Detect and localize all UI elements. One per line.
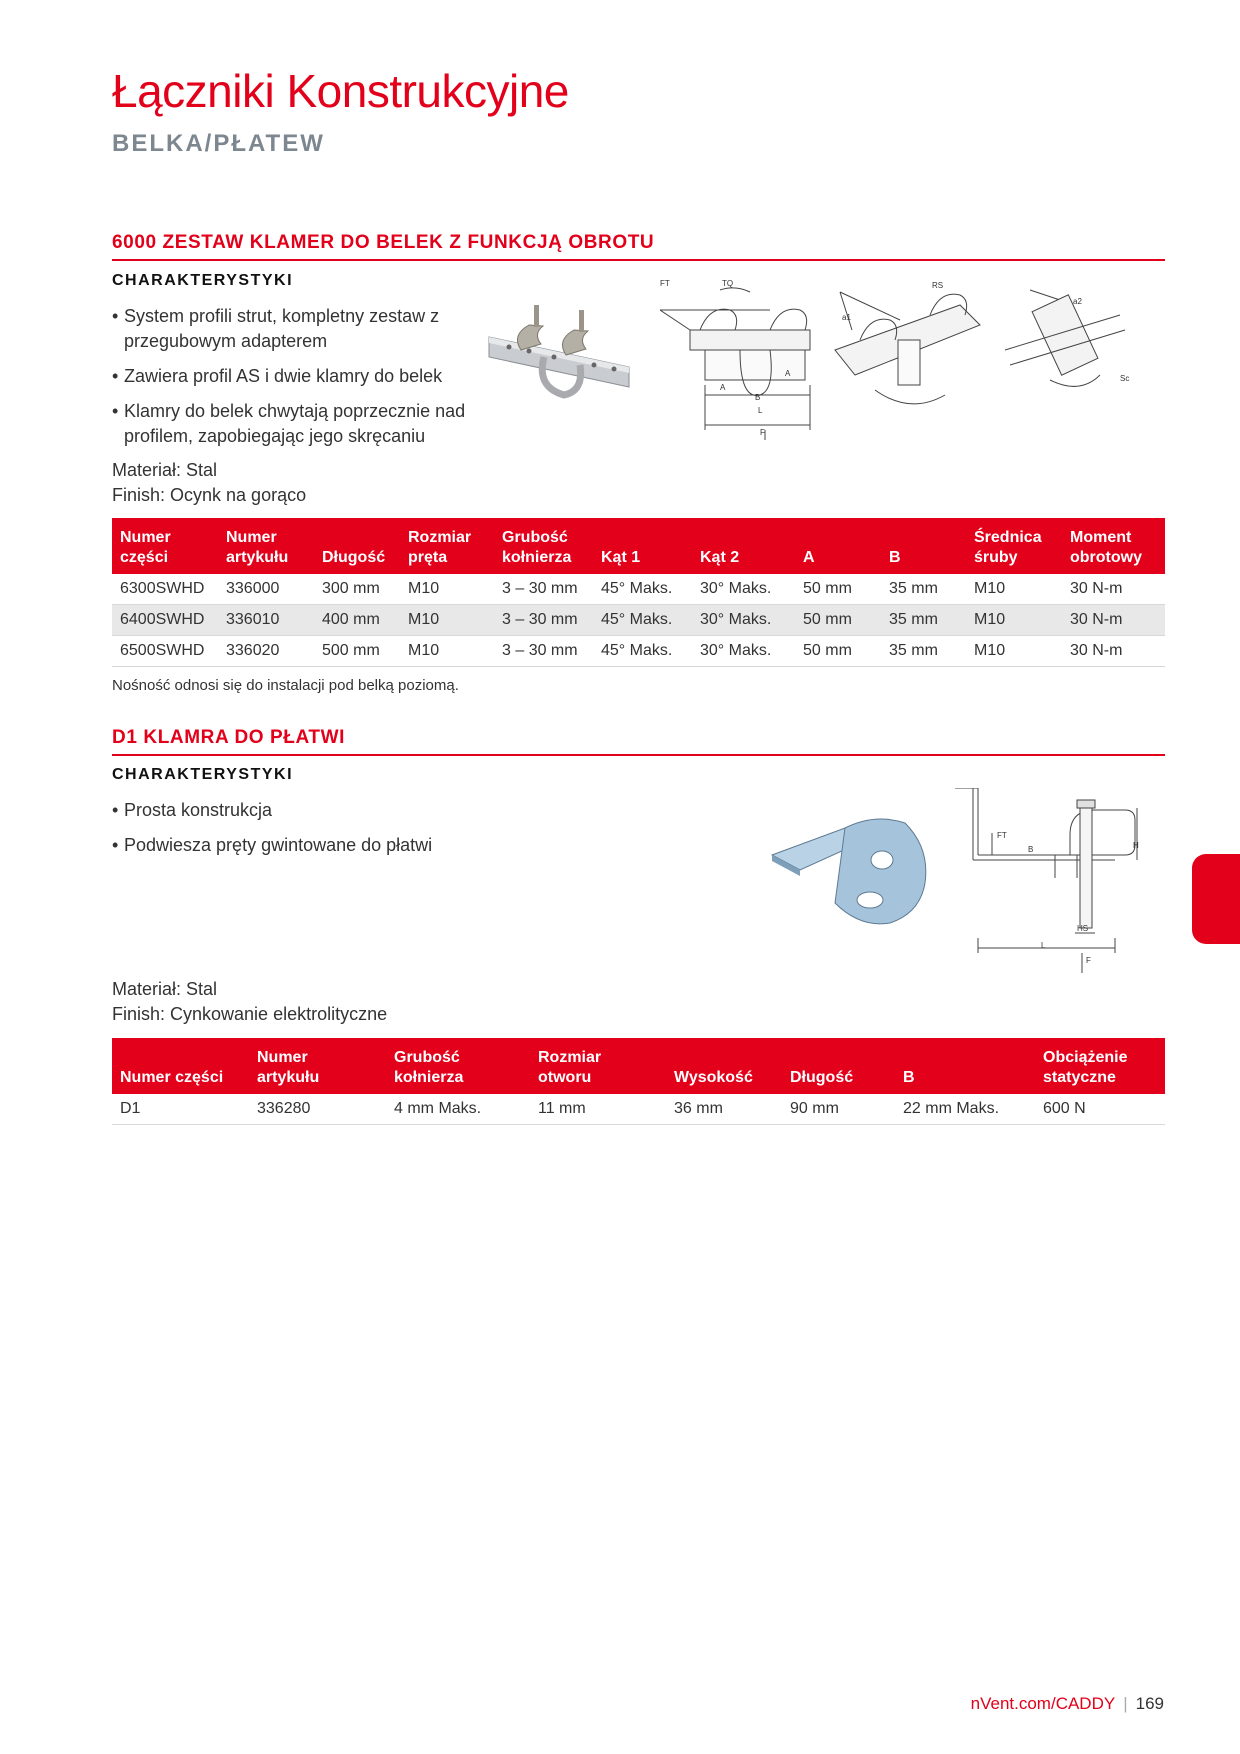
col-header: Średnica śruby <box>966 518 1062 574</box>
cell-bolt-diameter: M10 <box>966 605 1062 636</box>
load-note: Nośność odnosi się do instalacji pod belką poziomą. <box>112 677 459 694</box>
cell-static-load: 600 N <box>1035 1094 1165 1125</box>
label-sc: Sc <box>1120 374 1130 383</box>
cell-angle-2: 30° Maks. <box>692 574 795 605</box>
label-ft: FT <box>997 831 1007 840</box>
label-f: F <box>1086 956 1091 965</box>
cell-rod-size: M10 <box>400 574 494 605</box>
label-h: H <box>1133 841 1139 850</box>
cell-angle-1: 45° Maks. <box>593 574 692 605</box>
footer-separator: | <box>1123 1694 1128 1713</box>
cell-angle-2: 30° Maks. <box>692 636 795 667</box>
cell-part-number: 6300SWHD <box>112 574 218 605</box>
cell-hole-size: 11 mm <box>530 1094 666 1125</box>
cell-b: 35 mm <box>881 574 966 605</box>
material-text: Materiał: Stal <box>112 460 218 480</box>
label-ft: FT <box>660 280 670 288</box>
characteristics-heading: CHARAKTERYSTYKI <box>112 272 294 289</box>
cell-length: 400 mm <box>314 605 400 636</box>
chapter-tab-marker <box>1192 854 1240 944</box>
label-l: L <box>1041 941 1046 950</box>
cell-length: 500 mm <box>314 636 400 667</box>
finish-text: Finish: Cynkowanie elektrolityczne <box>112 1004 388 1024</box>
col-header: Kąt 1 <box>593 518 692 574</box>
col-header: Długość <box>314 518 400 574</box>
cell-article-number: 336000 <box>218 574 314 605</box>
table-row <box>112 574 1165 605</box>
col-header: B <box>881 518 966 574</box>
cell-length: 300 mm <box>314 574 400 605</box>
cell-a: 50 mm <box>795 605 881 636</box>
col-header: Długość <box>782 1038 895 1094</box>
cell-bolt-diameter: M10 <box>966 574 1062 605</box>
table-header-row <box>112 518 1165 574</box>
cell-article-number: 336280 <box>249 1094 386 1125</box>
page-footer <box>971 1694 1164 1714</box>
cell-part-number: D1 <box>112 1094 249 1125</box>
cell-part-number: 6400SWHD <box>112 605 218 636</box>
feature-list <box>112 304 492 459</box>
col-header: Obciążenie statyczne <box>1035 1038 1165 1094</box>
cell-length: 90 mm <box>782 1094 895 1125</box>
cell-angle-1: 45° Maks. <box>593 636 692 667</box>
characteristics-heading: CHARAKTERYSTYKI <box>112 766 294 783</box>
cell-flange-thickness: 3 – 30 mm <box>494 605 593 636</box>
cell-a: 50 mm <box>795 574 881 605</box>
col-header: Rozmiar pręta <box>400 518 494 574</box>
label-tq: TQ <box>722 280 734 288</box>
spec-table-d1 <box>112 1038 1165 1125</box>
beam-clamp-dimension-drawings <box>660 280 1140 440</box>
label-hs: HS <box>1077 924 1089 933</box>
cell-b: 35 mm <box>881 636 966 667</box>
col-header: B <box>895 1038 1035 1094</box>
cell-flange-thickness: 4 mm Maks. <box>386 1094 530 1125</box>
cell-angle-1: 45° Maks. <box>593 605 692 636</box>
label-l: L <box>758 406 763 415</box>
page-subtitle: BELKA/PŁATEW <box>112 130 325 157</box>
feature-item: • Podwiesza pręty gwintowane do płatwi <box>112 833 612 858</box>
cell-part-number: 6500SWHD <box>112 636 218 667</box>
feature-list <box>112 798 612 868</box>
feature-item: • Zawiera profil AS i dwie klamry do belek <box>112 364 492 389</box>
cell-a: 50 mm <box>795 636 881 667</box>
cell-article-number: 336010 <box>218 605 314 636</box>
page-number: 169 <box>1135 1694 1164 1713</box>
cell-rod-size: M10 <box>400 605 494 636</box>
finish-text: Finish: Ocynk na gorąco <box>112 485 307 505</box>
label-f: F <box>760 428 765 437</box>
cell-article-number: 336020 <box>218 636 314 667</box>
section-divider <box>112 259 1165 261</box>
cell-bolt-diameter: M10 <box>966 636 1062 667</box>
material-text: Materiał: Stal <box>112 979 218 999</box>
cell-torque: 30 N-m <box>1062 636 1165 667</box>
cell-torque: 30 N-m <box>1062 574 1165 605</box>
page-title: Łączniki Konstrukcyjne <box>112 65 569 117</box>
label-a2: a2 <box>1073 297 1082 306</box>
feature-item: • Prosta konstrukcja <box>112 798 612 823</box>
table-header-row <box>112 1038 1165 1094</box>
cell-b: 35 mm <box>881 605 966 636</box>
col-header: A <box>795 518 881 574</box>
purlin-clamp-photo <box>770 810 945 925</box>
feature-item: • Klamry do belek chwytają poprzecznie nad profilem, zapobiegając jego skręcaniu <box>112 399 492 449</box>
col-header: Wysokość <box>666 1038 782 1094</box>
section-title-d1: D1 KLAMRA DO PŁATWI <box>112 727 346 748</box>
table-row <box>112 636 1165 667</box>
label-a: A <box>785 369 791 378</box>
label-rs: RS <box>932 281 944 290</box>
col-header: Moment obrotowy <box>1062 518 1165 574</box>
col-header: Numer części <box>112 518 218 574</box>
label-b: B <box>1028 845 1034 854</box>
cell-rod-size: M10 <box>400 636 494 667</box>
feature-item: • System profili strut, kompletny zestaw z przegubowym adapterem <box>112 304 492 354</box>
cell-b: 22 mm Maks. <box>895 1094 1035 1125</box>
col-header: Grubość kołnierza <box>386 1038 530 1094</box>
label-b: B <box>755 393 761 402</box>
col-header: Kąt 2 <box>692 518 795 574</box>
section-title-6000: 6000 ZESTAW KLAMER DO BELEK Z FUNKCJĄ OBROTU <box>112 232 655 253</box>
purlin-clamp-dimension-drawing <box>955 788 1145 973</box>
cell-flange-thickness: 3 – 30 mm <box>494 574 593 605</box>
col-header: Numer artykułu <box>249 1038 386 1094</box>
cell-flange-thickness: 3 – 30 mm <box>494 636 593 667</box>
cell-angle-2: 30° Maks. <box>692 605 795 636</box>
label-a1: a1 <box>842 313 851 322</box>
col-header: Numer części <box>112 1038 249 1094</box>
col-header: Grubość kołnierza <box>494 518 593 574</box>
table-row <box>112 1094 1165 1125</box>
col-header: Rozmiar otworu <box>530 1038 666 1094</box>
label-a: A <box>720 383 726 392</box>
cell-height: 36 mm <box>666 1094 782 1125</box>
beam-clamp-kit-photo <box>484 285 634 410</box>
footer-url[interactable]: nVent.com/CADDY <box>970 1694 1116 1713</box>
section-divider <box>112 754 1165 756</box>
table-row <box>112 605 1165 636</box>
spec-table-6000 <box>112 518 1165 667</box>
cell-torque: 30 N-m <box>1062 605 1165 636</box>
col-header: Numer artykułu <box>218 518 314 574</box>
